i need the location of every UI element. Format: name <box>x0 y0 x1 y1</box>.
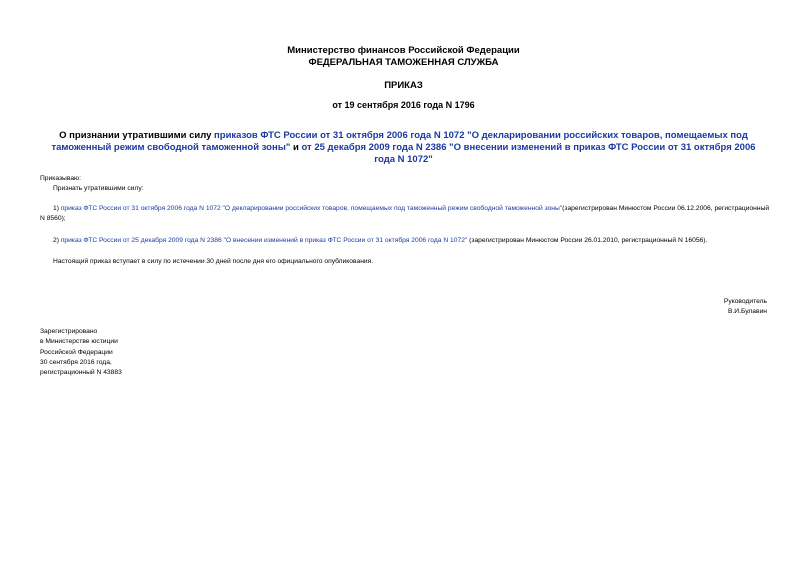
registration-line-1: Зарегистрировано <box>40 328 98 335</box>
service-title: ФЕДЕРАЛЬНАЯ ТАМОЖЕННАЯ СЛУЖБА <box>308 57 499 68</box>
registration-line-2: в Министерстве юстиции <box>40 338 118 346</box>
item-1-rest: (зарегистрирован Минюстом России 06.12.2006, регистрационный N 8560); <box>40 205 770 222</box>
item-2-rest: (зарегистрирован Минюстом России 26.01.2010, регистрационный N 16056). <box>467 237 708 244</box>
subject-middle: и <box>290 142 302 153</box>
subject-prefix: О признании утратившими силу <box>59 130 215 141</box>
subject-link-order-1072[interactable]: приказов ФТС России от 31 октября 2006 года N 1072 "О декларировании российских товаров, помещаемых под таможенный режим свободной таможенной зоны" <box>51 130 748 153</box>
order-word: Приказываю: <box>40 175 81 182</box>
registration-block <box>40 327 122 378</box>
doc-type-title: ПРИКАЗ <box>384 80 423 91</box>
item-1-link[interactable]: приказ ФТС России от 31 октября 2006 года N 1072 "О декларировании российских товаров, помещаемых под таможенный режим свободной таможенной зоны" <box>60 205 563 212</box>
signer-name: В.И.Булавин <box>727 308 767 315</box>
effective-clause: Настоящий приказ вступает в силу по истечении 30 дней после дня его официального опубликования. <box>53 258 374 265</box>
subject-link-order-2386[interactable]: от 25 декабря 2009 года N 2386 "О внесении изменений в приказ ФТС России от 31 октября 2006 года N 1072" <box>301 142 756 165</box>
signer-title: Руководитель <box>723 298 767 305</box>
item-1-number: 1) <box>53 205 61 212</box>
signature-block <box>724 297 767 317</box>
item-2-link[interactable]: приказ ФТС России от 25 декабря 2009 года N 2386 "О внесении изменений в приказ ФТС России от 31 октября 2006 года N 1072" <box>60 237 468 244</box>
registration-line-5: регистрационный N 43883 <box>40 369 122 377</box>
recognize-text: Признать утратившими силу: <box>53 185 144 192</box>
registration-line-4: 30 сентября 2016 года, <box>40 358 112 366</box>
registration-line-3: Российской Федерации <box>40 348 113 356</box>
doc-subject <box>40 130 767 166</box>
item-1 <box>40 204 770 224</box>
item-2 <box>40 236 770 246</box>
ministry-title: Министерство финансов Российской Федерации <box>287 45 520 56</box>
doc-date: от 19 сентября 2016 года N 1796 <box>332 100 475 110</box>
item-2-number: 2) <box>53 237 61 244</box>
